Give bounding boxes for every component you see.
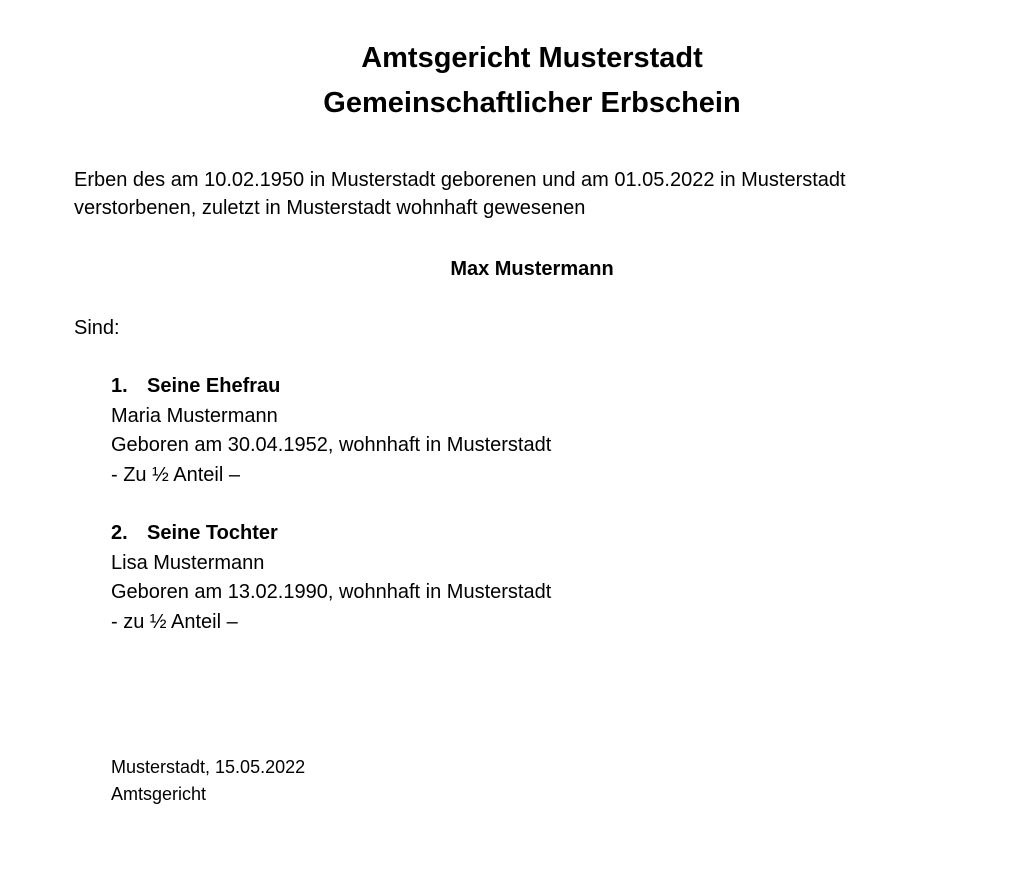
document-title [0,36,1024,126]
signature-block [111,754,305,808]
intro-paragraph [74,166,974,222]
intro-line-2: verstorbenen, zuletzt in Musterstadt wohnhaft gewesenen [74,197,586,219]
deceased-name: Max Mustermann [450,258,614,280]
court-name: Amtsgericht Musterstadt [361,42,703,74]
heir-relation: Seine Ehefrau [147,375,281,397]
heir-name: Lisa Mustermann [111,551,265,574]
heir-details: Geboren am 30.04.1952, wohnhaft in Musterstadt [111,434,552,456]
heir-heading [111,519,811,549]
intro-line-1: Erben des am 10.02.1950 in Musterstadt geborenen und am 01.05.2022 in Musterstadt [74,169,846,191]
heir-heading [111,372,811,402]
heir-entry [111,519,811,637]
heir-share: - zu ½ Anteil – [111,610,238,633]
heir-details: Geboren am 13.02.1990, wohnhaft in Musterstadt [111,581,552,603]
heir-number: 1. [111,375,128,397]
heir-name: Maria Mustermann [111,404,278,427]
heir-number: 2. [111,522,128,544]
document-type: Gemeinschaftlicher Erbschein [323,87,741,119]
heir-entry [111,372,811,490]
heirs-intro: Sind: [74,317,120,339]
place-date: Musterstadt, 15.05.2022 [111,757,306,777]
issuer: Amtsgericht [111,784,207,804]
heir-share: - Zu ½ Anteil – [111,463,240,486]
heir-relation: Seine Tochter [147,522,278,544]
